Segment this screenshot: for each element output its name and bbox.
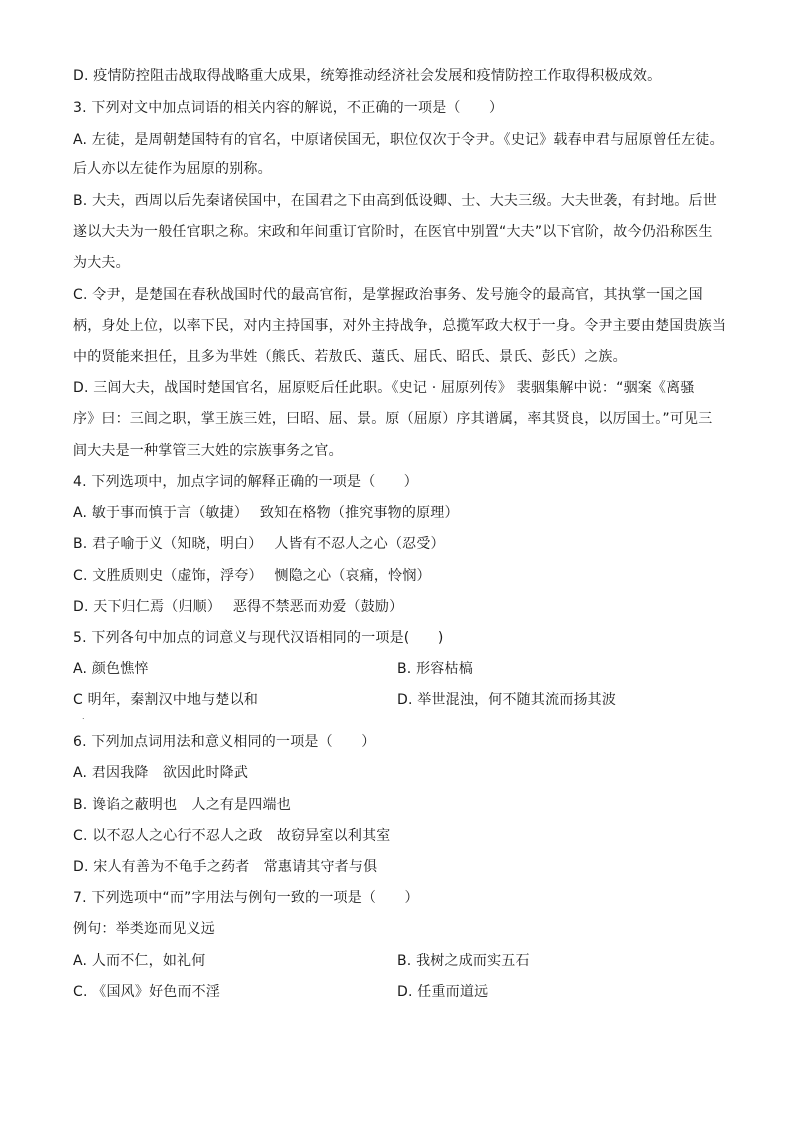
- q3-option-b-line2: 遂以大夫为一般任官职之称。宋政和年间重订官阶时，在医官中别置“大夫”以下官阶，故今仍沿称医生: [73, 224, 713, 240]
- q4-option-c: C. 文胜质则史（虚饰，浮夸） 恻隐之心（哀痛，怜悯）: [73, 568, 431, 584]
- q6-option-a: A. 君因我降 欲因此时降武: [73, 765, 249, 781]
- q3-stem: 3. 下列对文中加点词语的相关内容的解说，不正确的一项是（ ）: [73, 100, 504, 116]
- q7-option-a: A. 人而不仁，如礼何: [73, 953, 206, 969]
- q3-option-b-line3: 为大夫。: [73, 255, 130, 271]
- q3-option-c-line1: C. 令尹，是楚国在春秋战国时代的最高官衔，是掌握政治事务、发号施令的最高官，其执掌一国之国: [73, 287, 703, 303]
- q3-option-a-line1: A. 左徒，是周朝楚国特有的官名，中原诸侯国无，职位仅次于令尹。《史记》载春申君与屈原曾任左徒。: [73, 132, 724, 148]
- q6-option-d: D. 宋人有善为不龟手之药者 常惠请其守者与俱: [73, 859, 378, 875]
- q4-option-a: A. 敏于事而慎于言（敏捷） 致知在格物（推究事物的原理）: [73, 505, 459, 521]
- q3-option-d-line2: 序》曰：三闾之职，掌王族三姓，曰昭、屈、景。原（屈原）序其谱属，率其贤良，以厉国士。”可见三: [73, 411, 713, 427]
- q4-option-d: D. 天下归仁焉（归顺） 恶得不禁恶而劝爱（鼓励）: [73, 599, 404, 615]
- q7-option-b: B. 我树之成而实五石: [397, 953, 530, 969]
- q6-stem: 6. 下列加点词用法和意义相同的一项是（ ）: [73, 734, 376, 750]
- q3-option-b-line1: B. 大夫，西周以后先秦诸侯国中，在国君之下由高到低设卿、士、大夫三级。大夫世袭，有封地。后世: [73, 193, 717, 209]
- q6-option-b: B. 谗谄之蔽明也 人之有是四端也: [73, 797, 291, 813]
- q3-option-c-line2: 柄，身处上位，以率下民，对内主持国事，对外主持战争，总揽军政大权于一身。令尹主要由楚国贵族当: [73, 318, 727, 334]
- q3-option-a-line2: 后人亦以左徒作为屈原的别称。: [73, 161, 272, 177]
- stray-mark: .: [82, 712, 85, 721]
- q5-option-c: C 明年，秦割汉中地与楚以和: [73, 692, 259, 708]
- q5-stem: 5. 下列各句中加点的词意义与现代汉语相同的一项是( ): [73, 630, 444, 646]
- q5-option-b: B. 形容枯槁: [397, 661, 473, 677]
- q3-option-d-line1: D. 三闾大夫，战国时楚国官名，屈原贬后任此职。《史记 · 屈原列传》 裴骃集解中说：“骃案《离骚: [73, 380, 695, 396]
- q7-stem: 7. 下列选项中“而”字用法与例句一致的一项是（ ）: [73, 890, 419, 906]
- q7-option-c: C. 《国风》好色而不淫: [73, 984, 221, 1000]
- q5-option-d: D. 举世混浊，何不随其流而扬其波: [397, 692, 617, 708]
- q6-option-c: C. 以不忍人之心行不忍人之政 故窃异室以利其室: [73, 828, 391, 844]
- q3-option-d-line3: 闾大夫是一种掌管三大姓的宗族事务之官。: [73, 443, 343, 459]
- q7-example: 例句：举类迩而见义远: [73, 921, 215, 937]
- q7-option-d: D. 任重而道远: [397, 984, 489, 1000]
- q4-option-b: B. 君子喻于义（知晓，明白） 人皆有不忍人之心（忍受）: [73, 536, 445, 552]
- q5-option-a: A. 颜色憔悴: [73, 661, 149, 677]
- q4-stem: 4. 下列选项中，加点字词的解释正确的一项是（ ）: [73, 474, 419, 490]
- q2-option-d: D. 疫情防控阻击战取得战略重大成果，统筹推动经济社会发展和疫情防控工作取得积极成效。: [73, 68, 662, 84]
- q3-option-c-line3: 中的贤能来担任，且多为芈姓（熊氏、若敖氏、薳氏、屈氏、昭氏、景氏、彭氏）之族。: [73, 349, 627, 365]
